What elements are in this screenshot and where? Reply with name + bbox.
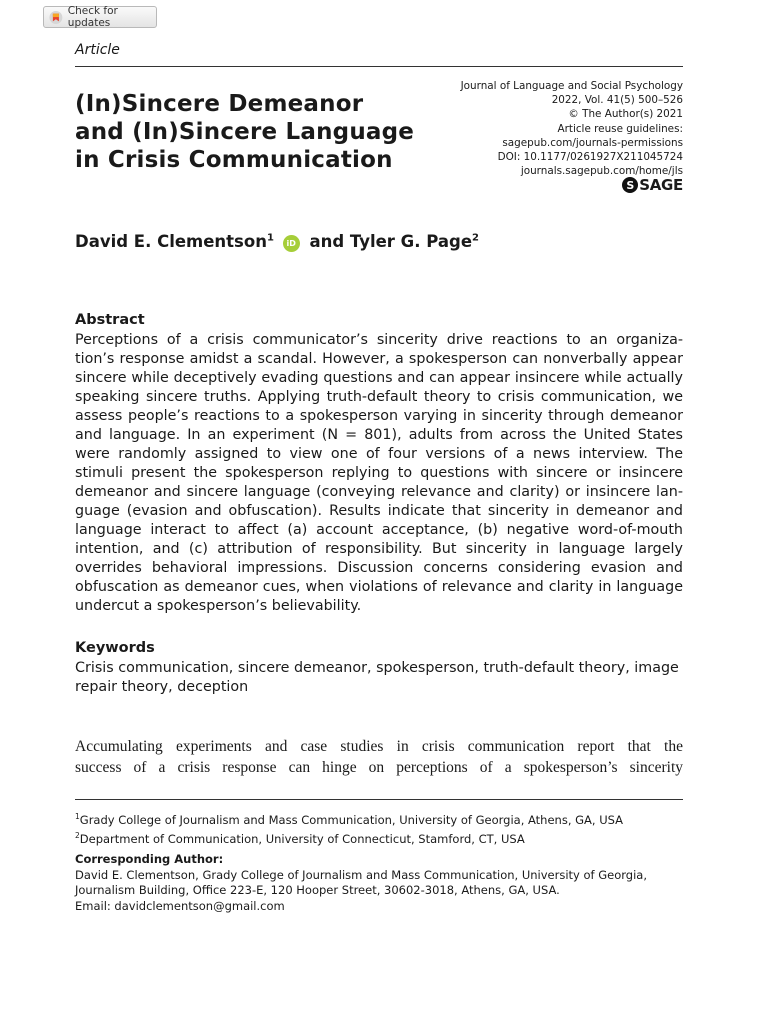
- doi-link[interactable]: DOI: 10.1177/0261927X211045724: [497, 151, 683, 164]
- author-1-affil: 1: [266, 232, 274, 244]
- abstract-line: assess people’s reactions to a spokesperson varying in sincerity through demeanor: [75, 408, 683, 424]
- check-updates-label: Check for updates: [67, 5, 118, 29]
- abstract-line: guage (evasion and obfuscation). Results indicate that sincerity in demeanor and: [75, 503, 683, 519]
- reuse-guidelines: Article reuse guidelines:: [557, 122, 683, 135]
- abstract-line: overrides behavioral impressions. Discussion concerns considering evasion and: [75, 560, 683, 576]
- keywords-text: [75, 659, 683, 697]
- abstract-line: intention, and (c) attribution of responsibility. But sincerity in language largely: [75, 541, 683, 557]
- body-line: Accumulating experiments and case studies in crisis communication report that the: [75, 738, 683, 755]
- title-line: (In)Sincere Demeanor: [75, 91, 364, 117]
- abstract-line: stimuli present the spokesperson replying to questions with sincere or insincere: [75, 465, 683, 481]
- affiliation-item: [75, 828, 623, 847]
- author-2-affil: 2: [472, 232, 479, 244]
- corresponding-email[interactable]: Email: davidclementson@gmail.com: [75, 898, 285, 913]
- affiliation-text: Grady College of Journalism and Mass Communication, University of Georgia, Athens, GA, USA: [79, 812, 624, 827]
- abstract-line: undercut a spokesperson’s believability.: [75, 598, 362, 614]
- abstract-line: language interact to affect (a) account acceptance, (b) negative word-of-mouth: [75, 522, 683, 538]
- abstract-line: sincere while deceptively evading questions and can appear insincere while actually: [75, 370, 683, 386]
- abstract-line: speaking sincere truths. Applying truth-default theory to crisis communication, we: [75, 389, 683, 405]
- abstract-line: demeanor and sincere language (conveying relevance and clarity) or insincere lan-: [75, 484, 683, 500]
- abstract-line: obfuscation as demeanor cues, when violations of relevance and clarity in language: [75, 579, 683, 595]
- check-updates-icon: [49, 10, 63, 25]
- permissions-link[interactable]: sagepub.com/journals-permissions: [502, 136, 683, 149]
- corresponding-heading: Corresponding Author:: [75, 852, 224, 866]
- author-1: David E. Clementson: [75, 232, 267, 251]
- keywords-line: Crisis communication, sincere demeanor, spokesperson, truth-default theory, image: [75, 660, 679, 676]
- check-for-updates-button[interactable]: [43, 6, 157, 28]
- abstract-line: tion’s response amidst a scandal. However, a spokesperson can nonverbally appear: [75, 351, 683, 367]
- article-type: Article: [75, 42, 120, 58]
- journal-home-link[interactable]: journals.sagepub.com/home/jls: [520, 165, 683, 178]
- sage-s-icon: S: [622, 177, 638, 193]
- affiliation-marker: 2: [75, 830, 80, 840]
- body-line: success of a crisis response can hinge on perceptions of a spokesperson’s sincerity: [75, 759, 683, 776]
- author-joiner: and: [309, 232, 345, 251]
- journal-volume: 2022, Vol. 41(5) 500–526: [551, 94, 683, 107]
- keywords-heading: Keywords: [75, 640, 155, 656]
- publisher-name: SAGE: [639, 176, 683, 194]
- title-line: and (In)Sincere Language: [75, 119, 415, 145]
- corresponding-author: [75, 852, 647, 914]
- header-rule: [75, 66, 683, 67]
- affiliations: [75, 809, 623, 847]
- affiliation-item: [75, 809, 623, 828]
- journal-info: [461, 79, 683, 178]
- abstract-line: and language. In an experiment (N = 801), adults from across the United States: [75, 427, 683, 443]
- corresponding-line: Journalism Building, Office 223-E, 120 Hooper Street, 30602-3018, Athens, GA, USA.: [75, 883, 560, 897]
- author-2: Tyler G. Page: [349, 232, 473, 251]
- body-paragraph: [75, 736, 683, 778]
- abstract-text: [75, 331, 683, 616]
- corresponding-line: David E. Clementson, Grady College of Journalism and Mass Communication, University of Georgia,: [75, 867, 648, 882]
- footnote-rule: [75, 799, 683, 800]
- abstract-heading: Abstract: [75, 312, 145, 328]
- paper-title: [75, 90, 435, 174]
- sage-logo: [622, 176, 683, 194]
- affiliation-text: Department of Communication, University of Connecticut, Stamford, CT, USA: [79, 831, 525, 846]
- abstract-line: Perceptions of a crisis communicator’s sincerity drive reactions to an organiza-: [75, 332, 683, 348]
- author-list: [75, 232, 479, 252]
- abstract-line: were randomly assigned to view one of four versions of a news interview. The: [75, 446, 683, 462]
- affiliation-marker: 1: [75, 812, 80, 821]
- keywords-line: repair theory, deception: [75, 679, 249, 695]
- title-line: in Crisis Communication: [75, 147, 393, 173]
- journal-name: Journal of Language and Social Psychology: [460, 80, 683, 92]
- copyright: © The Author(s) 2021: [568, 108, 683, 121]
- orcid-icon[interactable]: iD: [283, 235, 300, 252]
